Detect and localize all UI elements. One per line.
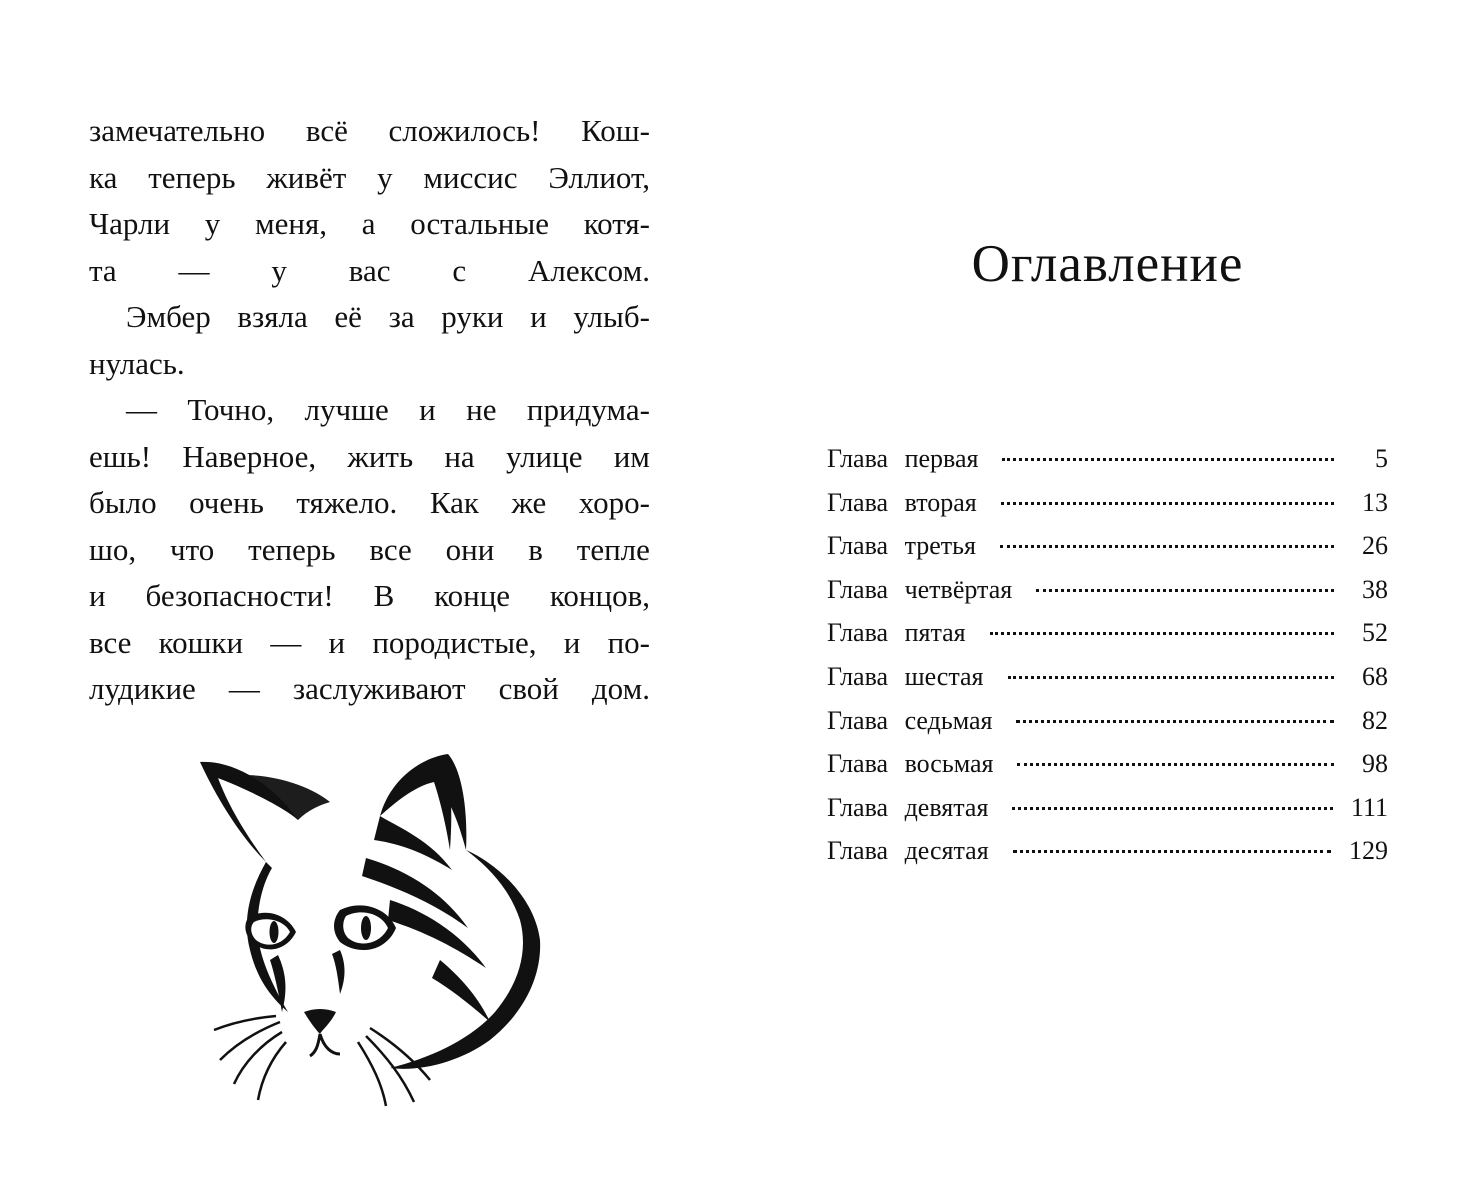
table-of-contents	[827, 437, 1388, 873]
word: шо,	[89, 531, 137, 567]
text-line	[89, 108, 650, 155]
toc-entry-label: Глава шестая	[827, 661, 984, 691]
text-line	[89, 155, 650, 202]
word: по-	[607, 624, 650, 660]
toc-entry[interactable]	[827, 568, 1388, 612]
toc-entry-label: Глава третья	[827, 531, 976, 561]
word: свой	[498, 671, 559, 706]
toc-dot-leader	[1002, 458, 1334, 461]
toc-entry-page-number: 13	[1362, 487, 1388, 517]
text-line	[89, 294, 650, 341]
word: Чарли	[89, 206, 171, 241]
word: остальные	[410, 206, 549, 241]
word: очень	[189, 485, 264, 520]
toc-dot-leader	[1008, 676, 1335, 679]
toc-entry-label: Глава девятая	[827, 792, 989, 822]
word: у	[204, 206, 221, 241]
word: у	[377, 159, 393, 195]
word: меня,	[255, 206, 327, 241]
text-line	[89, 666, 650, 713]
toc-entry[interactable]	[827, 699, 1388, 743]
word: тяжело.	[296, 485, 398, 520]
toc-dot-leader	[1000, 545, 1334, 548]
word: та	[89, 252, 117, 288]
toc-title: Оглавление	[971, 235, 1244, 293]
word: а	[361, 206, 376, 241]
word: и	[89, 578, 106, 613]
word: что	[170, 531, 215, 567]
word: миссис	[423, 159, 518, 195]
word: же	[511, 485, 547, 520]
toc-entry-page-number: 5	[1375, 444, 1388, 473]
toc-dot-leader	[1012, 807, 1333, 810]
word: и	[530, 299, 547, 334]
word: Кош-	[581, 113, 650, 148]
text-line	[89, 248, 650, 295]
word: лудикие	[89, 671, 196, 706]
left-page	[0, 0, 738, 1182]
toc-entry[interactable]	[827, 786, 1388, 830]
word: они	[445, 531, 495, 567]
word: сложилось!	[388, 113, 541, 148]
word: не	[466, 392, 497, 427]
word: заслуживают	[292, 671, 466, 706]
word: живёт	[266, 159, 347, 195]
word: за	[388, 299, 415, 334]
word: Наверное,	[182, 438, 317, 474]
word: Эмбер	[126, 299, 211, 334]
word: безопасности!	[145, 578, 334, 613]
word: руки	[441, 299, 504, 334]
word: было	[89, 485, 157, 520]
toc-entry[interactable]	[827, 481, 1388, 525]
text-line	[89, 387, 650, 434]
word: дом.	[591, 671, 650, 706]
word: Алексом.	[528, 252, 650, 288]
toc-entry[interactable]	[827, 437, 1388, 481]
toc-dot-leader	[1001, 502, 1334, 505]
toc-dot-leader	[990, 632, 1334, 635]
toc-entry-label: Глава первая	[827, 444, 979, 473]
word: Как	[429, 485, 479, 520]
word: ешь!	[89, 438, 152, 474]
word: улыб-	[573, 299, 650, 334]
toc-entry-page-number: 38	[1362, 574, 1388, 604]
toc-entry-page-number: 98	[1362, 749, 1388, 779]
word: хоро-	[578, 485, 650, 520]
word: её	[334, 299, 362, 334]
toc-dot-leader	[1016, 720, 1334, 723]
toc-entry-page-number: 129	[1349, 836, 1388, 866]
word: придума-	[526, 392, 650, 427]
toc-entry[interactable]	[827, 655, 1388, 699]
word: теперь	[148, 159, 236, 195]
word: с	[452, 252, 467, 288]
toc-entry-label: Глава пятая	[827, 618, 966, 648]
right-page	[738, 0, 1477, 1182]
word: котя-	[583, 206, 650, 241]
toc-entry-page-number: 82	[1362, 705, 1388, 735]
toc-dot-leader	[1017, 763, 1334, 766]
word: взяла	[237, 299, 308, 334]
word: концов,	[549, 578, 650, 613]
word: Эллиот,	[548, 159, 650, 195]
word: —	[228, 671, 260, 706]
toc-entry[interactable]	[827, 611, 1388, 655]
toc-entry-page-number: 68	[1362, 661, 1388, 691]
toc-entry[interactable]	[827, 742, 1388, 786]
toc-entry-page-number: 111	[1350, 792, 1388, 822]
toc-entry[interactable]	[827, 524, 1388, 568]
toc-entry[interactable]	[827, 829, 1388, 873]
text-line	[89, 527, 650, 574]
word: лучше	[304, 392, 389, 427]
toc-dot-leader	[1036, 589, 1334, 592]
word: замечательно	[89, 113, 266, 148]
text-line	[89, 573, 650, 620]
word: —	[126, 392, 157, 427]
cat-head-icon	[190, 750, 550, 1110]
word: кошки	[158, 624, 244, 660]
word: и	[328, 624, 346, 660]
toc-entry-label: Глава четвёртая	[827, 574, 1013, 604]
word: —	[270, 624, 302, 660]
word: улице	[505, 438, 583, 474]
word: теперь	[248, 531, 336, 567]
word: все	[89, 624, 132, 660]
word: всё	[305, 113, 348, 148]
word: вас	[348, 252, 391, 288]
word: —	[178, 252, 210, 288]
word: в	[528, 531, 543, 567]
text-line	[89, 620, 650, 667]
word: ка	[89, 159, 118, 195]
text-line	[89, 201, 650, 248]
text-line	[89, 480, 650, 527]
word: Точно,	[187, 392, 275, 427]
text-line	[89, 434, 650, 481]
toc-entry-label: Глава вторая	[827, 487, 977, 517]
text-line	[89, 341, 650, 388]
word: и	[419, 392, 436, 427]
toc-entry-page-number: 26	[1362, 531, 1388, 561]
word: В	[373, 578, 395, 613]
word: жить	[347, 438, 414, 474]
word: нулась.	[89, 345, 185, 381]
word: тепле	[576, 531, 650, 567]
toc-entry-label: Глава десятая	[827, 836, 989, 866]
toc-entry-label: Глава восьмая	[827, 749, 994, 779]
toc-entry-label: Глава седьмая	[827, 705, 993, 735]
word: им	[613, 438, 650, 474]
word: породистые,	[372, 624, 537, 660]
word: конце	[434, 578, 511, 613]
word: все	[369, 531, 412, 567]
toc-entry-page-number: 52	[1362, 618, 1388, 648]
story-text	[89, 108, 650, 713]
word: у	[271, 252, 287, 288]
toc-dot-leader	[1013, 850, 1331, 853]
word: на	[444, 438, 475, 474]
word: и	[563, 624, 581, 660]
